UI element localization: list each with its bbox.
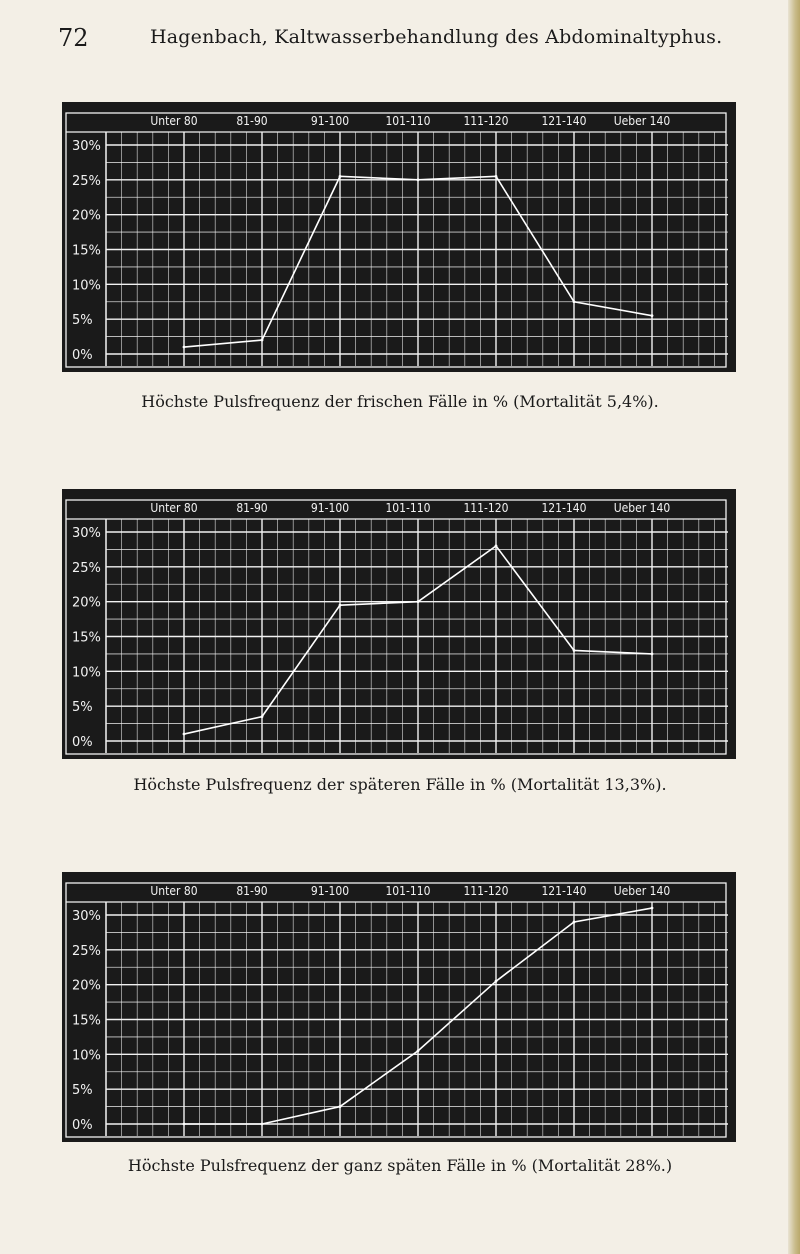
data-point — [339, 1105, 342, 1108]
category-label: 91-100 — [310, 884, 350, 898]
data-point — [183, 1123, 186, 1126]
data-point — [495, 980, 498, 983]
y-tick-label: 30% — [72, 526, 101, 541]
category-label: Unter 80 — [150, 501, 198, 515]
chart-ganz-spaete-faelle — [0, 868, 800, 1143]
data-point — [183, 733, 186, 736]
category-label: 111-120 — [463, 501, 509, 515]
y-tick-label: 25% — [72, 943, 101, 959]
y-tick-label: 15% — [72, 1013, 101, 1029]
data-point — [417, 600, 420, 603]
category-label: Unter 80 — [150, 884, 198, 898]
y-tick-label: 10% — [72, 1048, 101, 1064]
data-point — [339, 175, 342, 178]
data-point — [573, 921, 576, 924]
panel-background — [62, 872, 736, 1142]
data-point — [495, 545, 498, 548]
category-label: 121-140 — [541, 114, 587, 128]
category-label: Ueber 140 — [613, 884, 671, 898]
data-point — [261, 715, 264, 718]
y-tick-label: 5% — [72, 700, 93, 716]
category-label: 81-90 — [236, 501, 268, 515]
panel-background — [62, 102, 736, 372]
caption-frische-faelle: Höchste Pulsfrequenz der frischen Fälle in % (Mortalität 5,4%). — [141, 392, 659, 411]
y-tick-label: 10% — [72, 665, 101, 681]
y-tick-label: 30% — [72, 909, 101, 924]
caption-ganz-spaete-faelle: Höchste Pulsfrequenz der ganz späten Fälle in % (Mortalität 28%.) — [127, 1156, 673, 1175]
category-label: Ueber 140 — [613, 501, 671, 515]
running-title: Hagenbach, Kaltwasserbehandlung des Abdominaltyphus. — [150, 26, 723, 48]
category-label: 81-90 — [236, 884, 268, 898]
y-tick-label: 15% — [72, 243, 101, 259]
category-label: 91-100 — [310, 501, 350, 515]
category-label: 101-110 — [385, 501, 431, 515]
y-tick-label: 0% — [72, 735, 93, 750]
y-tick-label: 30% — [72, 139, 101, 154]
category-label: 121-140 — [541, 501, 587, 515]
data-point — [495, 175, 498, 178]
chart-panel — [62, 102, 736, 372]
data-point — [417, 1049, 420, 1052]
data-point — [183, 346, 186, 349]
data-point — [417, 178, 420, 181]
y-tick-label: 5% — [72, 1083, 93, 1099]
y-tick-label: 25% — [72, 173, 101, 189]
chart-panel — [62, 872, 736, 1142]
data-point — [651, 653, 654, 656]
category-label: 111-120 — [463, 114, 509, 128]
data-point — [573, 649, 576, 652]
data-point — [573, 300, 576, 303]
category-label: 101-110 — [385, 884, 431, 898]
data-point — [261, 339, 264, 342]
data-point — [651, 907, 654, 910]
data-point — [339, 604, 342, 607]
chart-panel — [62, 489, 736, 759]
y-tick-label: 20% — [72, 595, 101, 611]
y-tick-label: 10% — [72, 278, 101, 294]
category-label: 91-100 — [310, 114, 350, 128]
category-label: Unter 80 — [150, 114, 198, 128]
y-tick-label: 20% — [72, 208, 101, 224]
category-label: 111-120 — [463, 884, 509, 898]
y-tick-label: 5% — [72, 313, 93, 329]
category-label: Ueber 140 — [613, 114, 671, 128]
y-tick-label: 0% — [72, 348, 93, 363]
panel-background — [62, 489, 736, 759]
y-tick-label: 0% — [72, 1118, 93, 1133]
y-tick-label: 25% — [72, 560, 101, 576]
data-point — [261, 1123, 264, 1126]
caption-spaetere-faelle: Höchste Pulsfrequenz der späteren Fälle in % (Mortalität 13,3%). — [133, 775, 667, 794]
data-point — [651, 314, 654, 317]
category-label: 81-90 — [236, 114, 268, 128]
chart-frische-faelle — [0, 98, 800, 373]
category-label: 121-140 — [541, 884, 587, 898]
y-tick-label: 20% — [72, 978, 101, 994]
category-label: 101-110 — [385, 114, 431, 128]
chart-spaetere-faelle — [0, 485, 800, 760]
y-tick-label: 15% — [72, 630, 101, 646]
page-number: 72 — [58, 24, 89, 52]
